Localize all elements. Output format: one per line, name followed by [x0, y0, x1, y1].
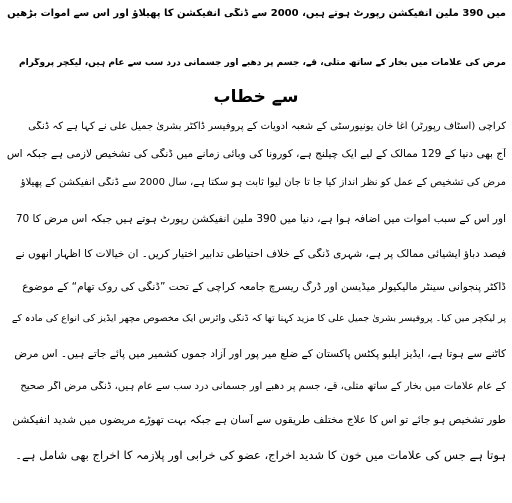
- body-line-1: کراچی (اسٹاف رپورٹر) آغا خان یونیورسٹی کے شعبہ ادویات کے پروفیسر ڈاکٹر بشریٰ جمیل علی نے کہا ہے کہ ڈنگی: [28, 121, 506, 132]
- body-line-3: مرض کی تشخیص کے عمل کو نظر انداز کیا جا تا جان لیوا ثابت ہو سکتا ہے، سال 2000 سے ڈنگی انفیکشن کے پھیلاؤ: [20, 177, 506, 188]
- body-line-6: ڈاکٹر پنجوانی سینٹر مالیکیولر میڈیسن اور ڈرگ ریسرچ جامعہ کراچی کے تحت ”ڈنگی کی روک تھام“ کے موضوع: [22, 281, 506, 293]
- body-line-4: اور اس کے سبب اموات میں اضافہ ہوا ہے، دنیا میں 390 ملین انفیکشن رپورٹ ہوتے ہیں جبکہ اس مرض کا 70: [15, 213, 506, 225]
- body-line-10: طور تشخیص ہو جائے تو اس کا علاج مختلف طریقوں سے آسان ہے جبکہ بہت تھوڑے مریضوں میں شدید انفیکشن: [12, 414, 506, 426]
- headline-line-3: سے خطاب: [213, 88, 299, 107]
- body-line-7: پر لیکچر میں کیا۔ پروفیسر بشریٰ جمیل علی کا مزید کہنا تھا کہ ڈنگی وائرس ایک مخصوص مچھر ایڈیز کی انواع کی مادہ کے: [11, 314, 506, 324]
- headline-line-2: مرض کی علامات میں بخار کے ساتھ متلی، قے، جسم پر دھبے اور جسمانی درد سب سے عام ہیں، لیکچر پروگرام: [19, 58, 506, 68]
- headline-line-1: میں 390 ملین انفیکشن رپورٹ ہوتے ہیں، 2000 سے ڈنگی انفیکشن کا پھیلاؤ اور اس سے اموات بڑھیں: [7, 8, 506, 19]
- body-line-9: کے عام علامات میں بخار کے ساتھ متلی، قے، جسم پر دھبے اور جسمانی درد سب سے عام ہیں، ڈنگی مرض اگر صحیح: [20, 381, 506, 392]
- body-line-5: فیصد دباؤ ایشیائی ممالک پر ہے، شہری ڈنگی کے خلاف احتیاطی تدابیر اختیار کریں۔ ان خیالات کا اظہار انھوں نے: [15, 248, 506, 260]
- body-line-8: کاٹنے سے ہوتا ہے، ایڈیز ایلبو پکٹس پاکستان کے ضلع میر پور اور آزاد جموں کشمیر میں پائے جاتے ہیں۔ اس مرض: [14, 348, 506, 360]
- body-line-2: آج بھی دنیا کے 129 ممالک کے لیے ایک چیلنج ہے، کورونا کی وبائی زمانے میں ڈنگی کی تشخیص لازمی ہے جبکہ اس: [6, 148, 506, 160]
- body-line-11: ہوتا ہے جس کی علامات میں خون کا شدید اخراج، عضو کی خرابی اور پلازمہ کا اخراج بھی شامل ہے۔: [15, 449, 506, 462]
